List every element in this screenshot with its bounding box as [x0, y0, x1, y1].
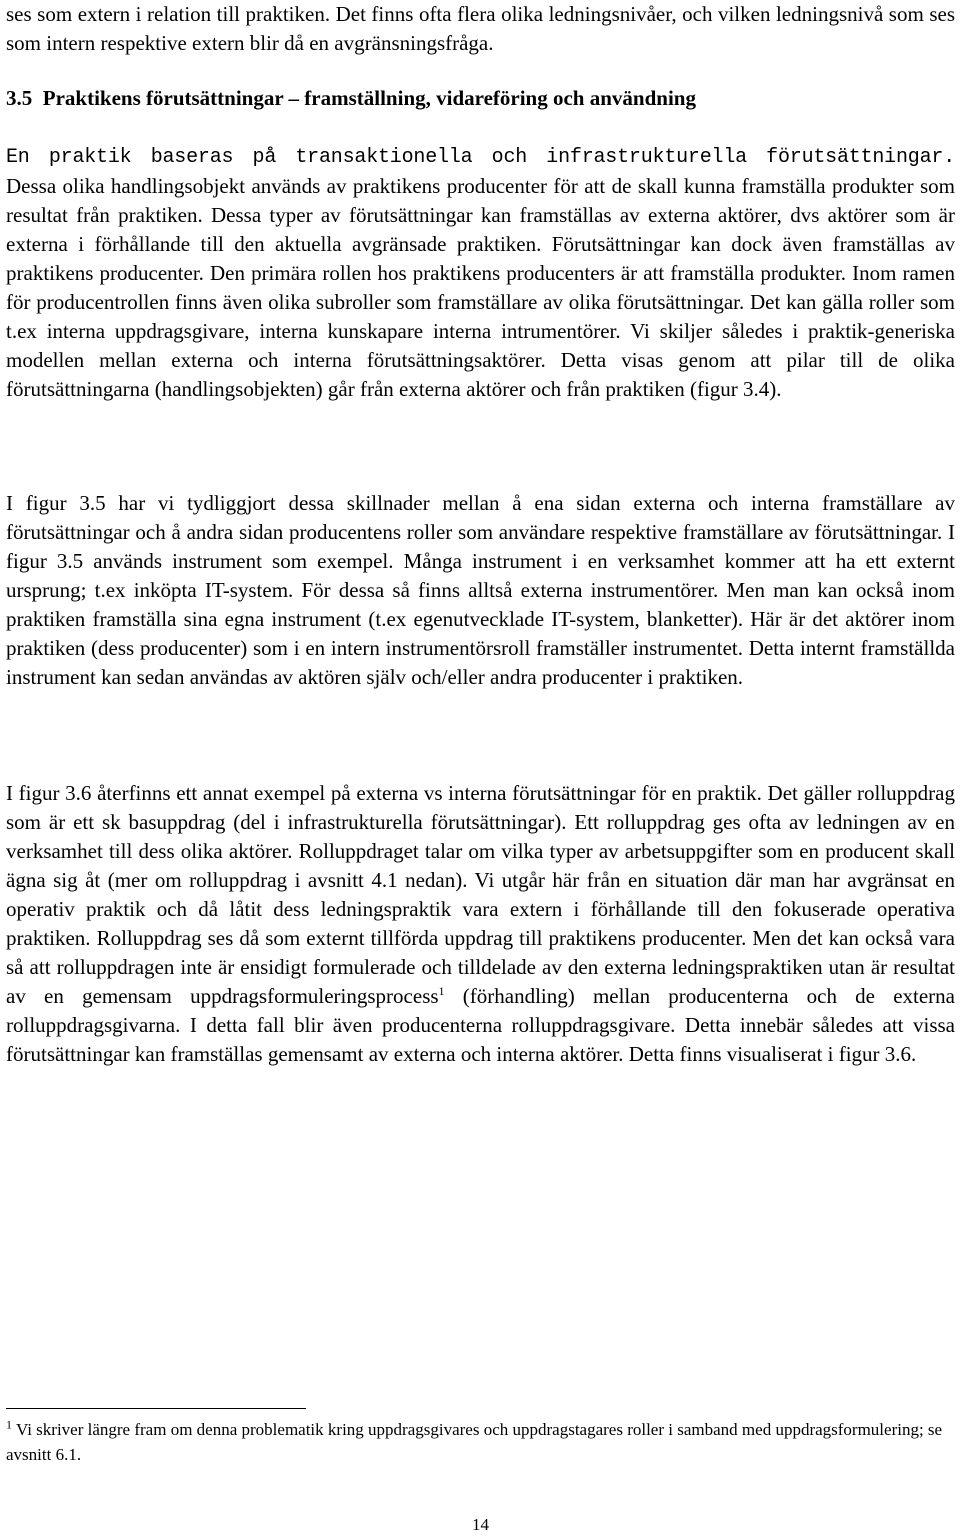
paragraph-1: [6, 141, 955, 404]
footnote: [6, 1417, 955, 1467]
footnote-number: 1: [6, 1417, 12, 1432]
footnote-reference[interactable]: 1: [438, 984, 445, 998]
paragraph-3: [6, 779, 955, 1069]
paragraph-1-lead: En praktik baseras på transaktionella och infrastrukturella förutsättningar.: [6, 146, 955, 169]
paragraph-3-body-continued: (förhandling) mellan producenterna och de externa rolluppdragsgivarna. I detta fall blir även producenterna rolluppdragsgivare. Detta innebär således att vissa förutsättningar kan framställas gemensamt av externa och interna aktörer. Detta finns visualiserat i figur 3.6.: [6, 984, 955, 1066]
paragraph-2: I figur 3.5 har vi tydliggjort dessa skillnader mellan å ena sidan externa och interna framställare av förutsättningar och å andra sidan producentens roller som användare respektive framställare av förutsättningar. I figur 3.5 används instrument som exempel. Många instrument i en verksamhet kommer att ha ett externt ursprung; t.ex inköpta IT-system. För dessa så finns alltså externa instrumentörer. Men man kan också inom praktiken framställa sina egna instrument (t.ex egenutvecklade IT-system, blanketter). Här är det aktörer inom praktiken (dess producenter) som i en intern instrumentörsroll framställer instrumentet. Detta internt framställda instrument kan sedan användas av aktören själv och/eller andra producenter i praktiken.: [6, 491, 955, 689]
paragraph-1-body: Dessa olika handlingsobjekt används av praktikens producenter för att de skall kunna framställa produkter som resultat från praktiken. Dessa typer av förutsättningar kan framställas av externa aktörer, dvs aktörer som är externa i förhållande till den aktuella avgränsade praktiken. Förutsättningar kan dock även framställas av praktikens producenter. Den primära rollen hos praktikens producenters är att framställa produkter. Inom ramen för producentrollen finns även olika subroller som framställare av olika förutsättningar. Det kan gälla roller som t.ex interna uppdragsgivare, interna kunskapare interna intrumentörer. Vi skiljer således i praktik-generiska modellen mellan externa och interna förutsättningsaktörer. Detta visas genom att pilar till de olika förutsättningarna (handlingsobjekten) går från externa aktörer och från praktiken (figur 3.4).: [6, 174, 955, 401]
document-page: [6, 0, 955, 1537]
paragraph-3-body: I figur 3.6 återfinns ett annat exempel på externa vs interna förutsättningar för en praktik. Det gäller rolluppdrag som är ett sk basuppdrag (del i infrastrukturella förutsättningar). Ett rolluppdrag ges ofta av ledningen av en verksamhet till dess olika aktörer. Rolluppdraget talar om vilka typer av arbetsuppgifter som en producent skall ägna sig åt (mer om rolluppdrag i avsnitt 4.1 nedan). Vi utgår här från en situation där man har avgränsat en operativ praktik och då låtit dess ledningspraktik vara extern i förhållande till den fokuserade operativa praktiken. Rolluppdrag ses då som externt tillförda uppdrag till praktikens producenter. Men det kan också vara så att rolluppdragen inte är ensidigt formulerade och tilldelade av den externa ledningspraktiken utan är resultat av en gemensam uppdragsformuleringsprocess: [6, 781, 955, 1008]
section-heading: [6, 84, 696, 113]
footnote-divider: [6, 1408, 306, 1409]
section-number: 3.5: [6, 86, 33, 110]
footnote-text: Vi skriver längre fram om denna problematik kring uppdragsgivares och uppdragstagares roller i samband med uppdragsformulering; se avsnitt 6.1.: [6, 1420, 943, 1464]
page-number: 14: [472, 1515, 489, 1534]
section-title: Praktikens förutsättningar – framställning, vidareföring och användning: [42, 86, 696, 110]
intro-paragraph-end: ses som extern i relation till praktiken. Det finns ofta flera olika ledningsnivåer, och vilken ledningsnivå som ses som intern respektive extern blir då en avgränsningsfråga.: [6, 2, 955, 55]
